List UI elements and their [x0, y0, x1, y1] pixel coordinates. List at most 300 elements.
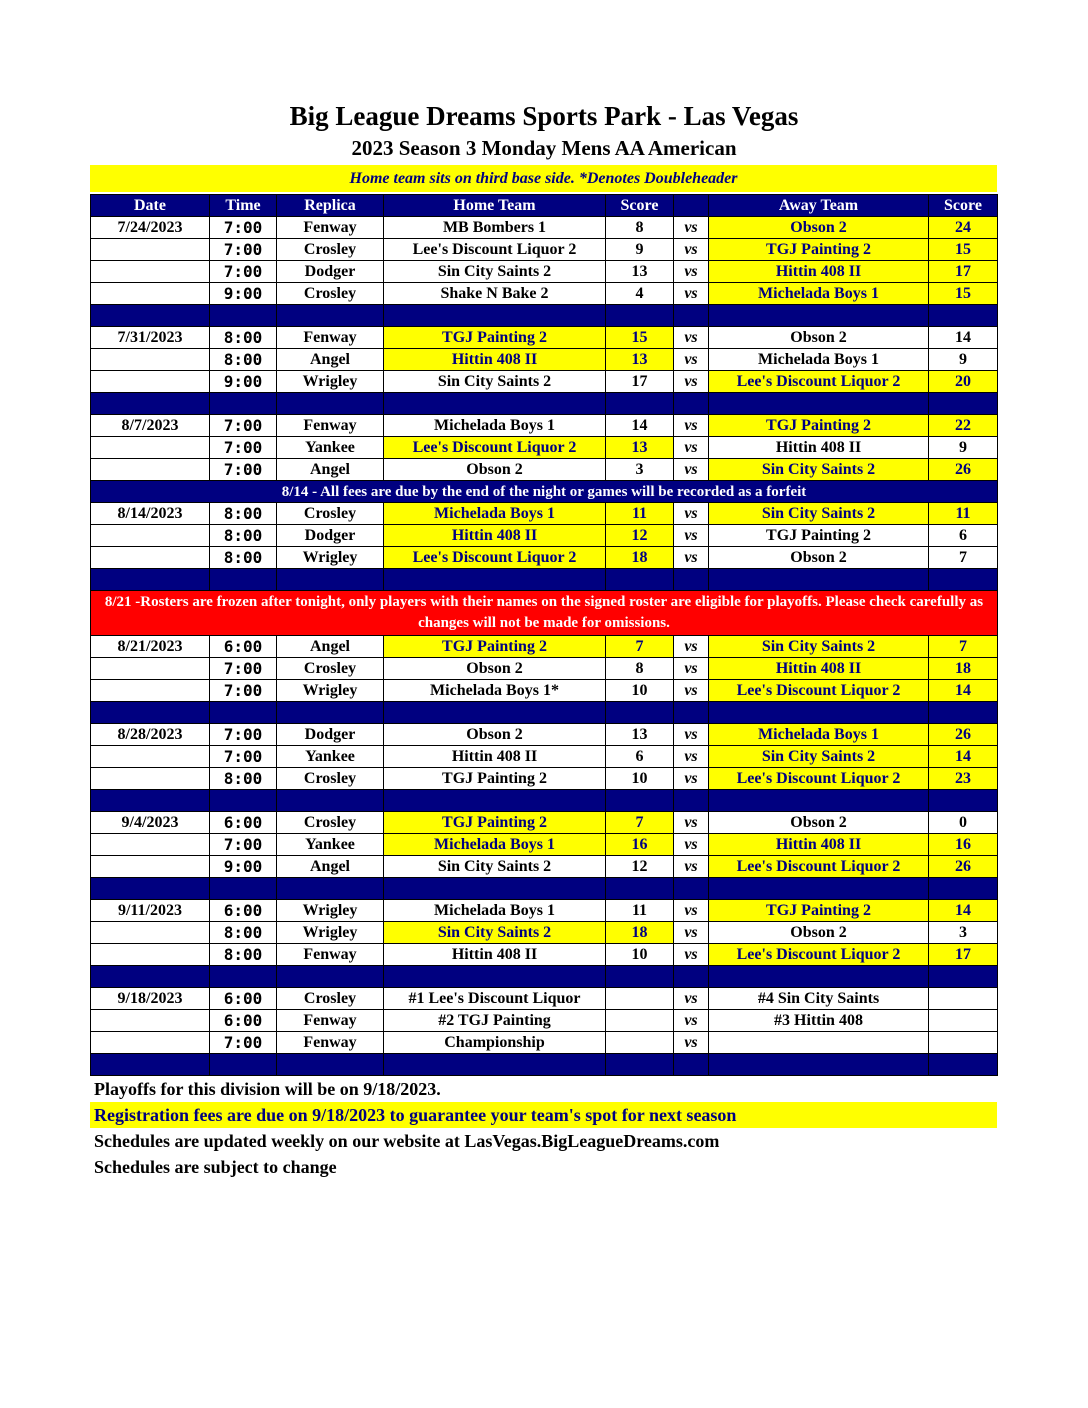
vs-label: vs	[674, 988, 709, 1010]
away-score	[929, 1010, 998, 1032]
header-replica: Replica	[277, 195, 384, 217]
game-time: 7:00	[210, 217, 277, 239]
game-date	[91, 856, 210, 878]
game-replica-field: Wrigley	[277, 900, 384, 922]
game-date	[91, 459, 210, 481]
away-score: 14	[929, 680, 998, 702]
fees-notice-row	[91, 481, 998, 503]
game-replica-field: Yankee	[277, 834, 384, 856]
vs-label: vs	[674, 283, 709, 305]
vs-label: vs	[674, 724, 709, 746]
separator-cell	[277, 393, 384, 415]
home-team: Sin City Saints 2	[384, 922, 606, 944]
game-date	[91, 261, 210, 283]
separator-cell	[606, 569, 674, 591]
vs-label: vs	[674, 922, 709, 944]
away-team: Lee's Discount Liquor 2	[709, 680, 929, 702]
away-score: 16	[929, 834, 998, 856]
separator-cell	[674, 1054, 709, 1076]
away-team: Lee's Discount Liquor 2	[709, 768, 929, 790]
roster-alert-row	[91, 591, 998, 636]
separator-cell	[384, 878, 606, 900]
game-row	[91, 371, 998, 393]
separator-row	[91, 1054, 998, 1076]
away-score: 26	[929, 856, 998, 878]
game-date	[91, 525, 210, 547]
vs-label: vs	[674, 415, 709, 437]
game-time: 8:00	[210, 349, 277, 371]
separator-cell	[674, 966, 709, 988]
game-date	[91, 547, 210, 569]
away-team: Hittin 408 II	[709, 834, 929, 856]
home-team: Michelada Boys 1	[384, 503, 606, 525]
home-team: Obson 2	[384, 724, 606, 746]
away-team: Sin City Saints 2	[709, 636, 929, 658]
vs-label: vs	[674, 768, 709, 790]
separator-row	[91, 569, 998, 591]
game-replica-field: Yankee	[277, 746, 384, 768]
separator-cell	[384, 393, 606, 415]
game-replica-field: Crosley	[277, 988, 384, 1010]
roster-alert: 8/21 -Rosters are frozen after tonight, only players with their names on the signed roster are eligible for playoffs. Please check carefully as changes will not be made for omissions.	[91, 591, 998, 636]
away-team: Hittin 408 II	[709, 658, 929, 680]
away-team: Michelada Boys 1	[709, 283, 929, 305]
game-time: 9:00	[210, 283, 277, 305]
separator-cell	[277, 878, 384, 900]
game-row	[91, 768, 998, 790]
away-score: 26	[929, 724, 998, 746]
game-replica-field: Crosley	[277, 658, 384, 680]
home-score: 14	[606, 415, 674, 437]
game-replica-field: Dodger	[277, 724, 384, 746]
home-score: 18	[606, 922, 674, 944]
game-row	[91, 856, 998, 878]
game-date	[91, 944, 210, 966]
game-time: 7:00	[210, 239, 277, 261]
game-date	[91, 746, 210, 768]
separator-cell	[210, 878, 277, 900]
separator-cell	[674, 702, 709, 724]
away-score: 26	[929, 459, 998, 481]
game-date	[91, 834, 210, 856]
away-team: Sin City Saints 2	[709, 503, 929, 525]
vs-label: vs	[674, 327, 709, 349]
game-row	[91, 437, 998, 459]
away-score: 20	[929, 371, 998, 393]
home-team: Michelada Boys 1	[384, 834, 606, 856]
game-replica-field: Fenway	[277, 217, 384, 239]
vs-label: vs	[674, 217, 709, 239]
away-team: Lee's Discount Liquor 2	[709, 944, 929, 966]
vs-label: vs	[674, 636, 709, 658]
game-time: 8:00	[210, 327, 277, 349]
separator-cell	[91, 966, 210, 988]
header-home-team: Home Team	[384, 195, 606, 217]
home-score: 3	[606, 459, 674, 481]
home-team: Hittin 408 II	[384, 525, 606, 547]
separator-row	[91, 702, 998, 724]
game-date	[91, 768, 210, 790]
game-date: 7/31/2023	[91, 327, 210, 349]
away-team: Hittin 408 II	[709, 261, 929, 283]
game-time: 7:00	[210, 415, 277, 437]
game-replica-field: Fenway	[277, 1032, 384, 1054]
vs-label: vs	[674, 900, 709, 922]
separator-cell	[210, 305, 277, 327]
page-title: Big League Dreams Sports Park - Las Vegas	[289, 101, 799, 131]
separator-cell	[91, 790, 210, 812]
separator-cell	[674, 393, 709, 415]
fees-notice: 8/14 - All fees are due by the end of the night or games will be recorded as a forfeit	[91, 481, 998, 503]
home-team: Michelada Boys 1	[384, 415, 606, 437]
header-row	[91, 195, 998, 217]
separator-cell	[277, 1054, 384, 1076]
game-date	[91, 1032, 210, 1054]
website-note: Schedules are updated weekly on our website at LasVegas.BigLeagueDreams.com	[94, 1131, 720, 1151]
game-time: 6:00	[210, 1010, 277, 1032]
away-score: 14	[929, 746, 998, 768]
game-date: 8/7/2023	[91, 415, 210, 437]
game-replica-field: Yankee	[277, 437, 384, 459]
home-team: Michelada Boys 1	[384, 900, 606, 922]
away-team: TGJ Painting 2	[709, 525, 929, 547]
away-team: TGJ Painting 2	[709, 900, 929, 922]
separator-cell	[606, 878, 674, 900]
vs-label: vs	[674, 437, 709, 459]
game-time: 6:00	[210, 636, 277, 658]
game-row	[91, 988, 998, 1010]
separator-cell	[606, 702, 674, 724]
home-score: 12	[606, 525, 674, 547]
home-team: TGJ Painting 2	[384, 768, 606, 790]
home-team: Sin City Saints 2	[384, 856, 606, 878]
home-score: 13	[606, 724, 674, 746]
game-replica-field: Crosley	[277, 283, 384, 305]
separator-cell	[91, 878, 210, 900]
separator-cell	[384, 569, 606, 591]
away-score: 14	[929, 900, 998, 922]
away-score: 0	[929, 812, 998, 834]
game-date	[91, 922, 210, 944]
away-score: 15	[929, 283, 998, 305]
schedule-table	[90, 194, 998, 1076]
registration-note: Registration fees are due on 9/18/2023 to guarantee your team's spot for next season	[90, 1102, 997, 1128]
separator-cell	[929, 702, 998, 724]
separator-cell	[277, 966, 384, 988]
vs-label: vs	[674, 525, 709, 547]
game-row	[91, 349, 998, 371]
game-replica-field: Dodger	[277, 261, 384, 283]
home-score: 13	[606, 261, 674, 283]
home-team: Michelada Boys 1*	[384, 680, 606, 702]
separator-cell	[210, 1054, 277, 1076]
separator-cell	[210, 393, 277, 415]
game-row	[91, 415, 998, 437]
header-home-score: Score	[606, 195, 674, 217]
separator-cell	[929, 966, 998, 988]
game-date	[91, 239, 210, 261]
vs-label: vs	[674, 261, 709, 283]
separator-cell	[929, 569, 998, 591]
game-date	[91, 658, 210, 680]
separator-cell	[277, 569, 384, 591]
home-team: Lee's Discount Liquor 2	[384, 547, 606, 569]
home-team: Lee's Discount Liquor 2	[384, 437, 606, 459]
home-team: Hittin 408 II	[384, 944, 606, 966]
home-score: 11	[606, 900, 674, 922]
header-time: Time	[210, 195, 277, 217]
away-team: Michelada Boys 1	[709, 724, 929, 746]
vs-label: vs	[674, 812, 709, 834]
separator-cell	[210, 702, 277, 724]
separator-cell	[210, 790, 277, 812]
game-row	[91, 239, 998, 261]
game-time: 8:00	[210, 547, 277, 569]
home-score: 4	[606, 283, 674, 305]
home-team: Sin City Saints 2	[384, 261, 606, 283]
vs-label: vs	[674, 371, 709, 393]
home-team: Sin City Saints 2	[384, 371, 606, 393]
game-date	[91, 437, 210, 459]
home-score: 8	[606, 217, 674, 239]
separator-cell	[606, 393, 674, 415]
separator-cell	[929, 878, 998, 900]
game-date: 9/11/2023	[91, 900, 210, 922]
separator-cell	[606, 305, 674, 327]
home-score: 9	[606, 239, 674, 261]
game-date: 8/21/2023	[91, 636, 210, 658]
home-team: #2 TGJ Painting	[384, 1010, 606, 1032]
separator-cell	[929, 305, 998, 327]
home-score	[606, 988, 674, 1010]
home-score: 10	[606, 768, 674, 790]
playoffs-note: Playoffs for this division will be on 9/18/2023.	[94, 1079, 441, 1099]
separator-cell	[929, 1054, 998, 1076]
game-row	[91, 680, 998, 702]
away-team: Lee's Discount Liquor 2	[709, 856, 929, 878]
game-replica-field: Wrigley	[277, 371, 384, 393]
home-team: Championship	[384, 1032, 606, 1054]
home-team: MB Bombers 1	[384, 217, 606, 239]
home-team: Hittin 408 II	[384, 349, 606, 371]
away-score: 6	[929, 525, 998, 547]
home-score: 15	[606, 327, 674, 349]
separator-cell	[929, 790, 998, 812]
away-score: 14	[929, 327, 998, 349]
vs-label: vs	[674, 1032, 709, 1054]
away-score: 11	[929, 503, 998, 525]
separator-cell	[210, 966, 277, 988]
home-team: Obson 2	[384, 658, 606, 680]
game-row	[91, 525, 998, 547]
page-subtitle: 2023 Season 3 Monday Mens AA American	[351, 136, 737, 160]
separator-cell	[91, 702, 210, 724]
separator-row	[91, 305, 998, 327]
home-score: 17	[606, 371, 674, 393]
game-date: 8/28/2023	[91, 724, 210, 746]
separator-cell	[384, 702, 606, 724]
separator-row	[91, 790, 998, 812]
separator-cell	[210, 569, 277, 591]
game-time: 7:00	[210, 724, 277, 746]
away-team: Obson 2	[709, 327, 929, 349]
game-time: 6:00	[210, 988, 277, 1010]
game-replica-field: Angel	[277, 349, 384, 371]
home-score: 7	[606, 812, 674, 834]
game-date	[91, 371, 210, 393]
game-row	[91, 327, 998, 349]
away-score: 9	[929, 349, 998, 371]
game-replica-field: Fenway	[277, 1010, 384, 1032]
home-score: 12	[606, 856, 674, 878]
header-date: Date	[91, 195, 210, 217]
vs-label: vs	[674, 746, 709, 768]
home-team: #1 Lee's Discount Liquor	[384, 988, 606, 1010]
header-vs	[674, 195, 709, 217]
game-time: 7:00	[210, 437, 277, 459]
vs-label: vs	[674, 856, 709, 878]
game-time: 6:00	[210, 812, 277, 834]
home-team: TGJ Painting 2	[384, 636, 606, 658]
game-replica-field: Crosley	[277, 812, 384, 834]
away-team: #3 Hittin 408	[709, 1010, 929, 1032]
game-date	[91, 680, 210, 702]
away-team: Obson 2	[709, 922, 929, 944]
separator-cell	[606, 790, 674, 812]
away-score: 3	[929, 922, 998, 944]
vs-label: vs	[674, 944, 709, 966]
game-date: 9/18/2023	[91, 988, 210, 1010]
away-score: 17	[929, 261, 998, 283]
separator-cell	[929, 393, 998, 415]
away-team: Obson 2	[709, 547, 929, 569]
game-replica-field: Angel	[277, 459, 384, 481]
away-team: Obson 2	[709, 812, 929, 834]
vs-label: vs	[674, 349, 709, 371]
game-replica-field: Wrigley	[277, 547, 384, 569]
separator-cell	[384, 966, 606, 988]
vs-label: vs	[674, 834, 709, 856]
home-score: 10	[606, 680, 674, 702]
away-team: TGJ Painting 2	[709, 415, 929, 437]
game-row	[91, 1032, 998, 1054]
vs-label: vs	[674, 547, 709, 569]
game-time: 8:00	[210, 768, 277, 790]
home-score: 18	[606, 547, 674, 569]
game-row	[91, 724, 998, 746]
game-replica-field: Fenway	[277, 944, 384, 966]
game-time: 8:00	[210, 944, 277, 966]
game-time: 8:00	[210, 922, 277, 944]
home-team-notice: Home team sits on third base side. *Denotes Doubleheader	[90, 165, 997, 192]
game-replica-field: Crosley	[277, 503, 384, 525]
away-score: 24	[929, 217, 998, 239]
game-time: 8:00	[210, 503, 277, 525]
game-replica-field: Dodger	[277, 525, 384, 547]
header-away-score: Score	[929, 195, 998, 217]
away-team: TGJ Painting 2	[709, 239, 929, 261]
separator-cell	[709, 305, 929, 327]
vs-label: vs	[674, 658, 709, 680]
game-replica-field: Angel	[277, 636, 384, 658]
away-score: 9	[929, 437, 998, 459]
away-score: 18	[929, 658, 998, 680]
game-row	[91, 658, 998, 680]
separator-cell	[674, 878, 709, 900]
vs-label: vs	[674, 680, 709, 702]
home-team: Hittin 408 II	[384, 746, 606, 768]
vs-label: vs	[674, 239, 709, 261]
game-replica-field: Fenway	[277, 327, 384, 349]
game-time: 8:00	[210, 525, 277, 547]
home-team: Obson 2	[384, 459, 606, 481]
home-team: TGJ Painting 2	[384, 327, 606, 349]
game-row	[91, 812, 998, 834]
away-score: 22	[929, 415, 998, 437]
game-time: 7:00	[210, 261, 277, 283]
game-row	[91, 459, 998, 481]
separator-cell	[606, 1054, 674, 1076]
away-score: 17	[929, 944, 998, 966]
separator-cell	[91, 1054, 210, 1076]
away-team: #4 Sin City Saints	[709, 988, 929, 1010]
game-time: 9:00	[210, 371, 277, 393]
vs-label: vs	[674, 503, 709, 525]
header-away-team: Away Team	[709, 195, 929, 217]
away-score	[929, 1032, 998, 1054]
separator-cell	[277, 702, 384, 724]
home-score: 6	[606, 746, 674, 768]
separator-cell	[384, 305, 606, 327]
away-score	[929, 988, 998, 1010]
home-score: 8	[606, 658, 674, 680]
game-date: 8/14/2023	[91, 503, 210, 525]
away-team: Sin City Saints 2	[709, 459, 929, 481]
away-score: 7	[929, 547, 998, 569]
game-row	[91, 944, 998, 966]
game-row	[91, 261, 998, 283]
game-row	[91, 283, 998, 305]
game-row	[91, 503, 998, 525]
away-team	[709, 1032, 929, 1054]
game-replica-field: Angel	[277, 856, 384, 878]
separator-cell	[709, 569, 929, 591]
game-time: 7:00	[210, 658, 277, 680]
separator-cell	[91, 569, 210, 591]
game-row	[91, 922, 998, 944]
separator-cell	[606, 966, 674, 988]
away-team: Hittin 408 II	[709, 437, 929, 459]
separator-cell	[709, 702, 929, 724]
vs-label: vs	[674, 459, 709, 481]
away-team: Michelada Boys 1	[709, 349, 929, 371]
home-team: TGJ Painting 2	[384, 812, 606, 834]
home-score: 10	[606, 944, 674, 966]
subject-to-change-note: Schedules are subject to change	[94, 1157, 337, 1177]
game-replica-field: Wrigley	[277, 922, 384, 944]
game-row	[91, 217, 998, 239]
game-date: 9/4/2023	[91, 812, 210, 834]
game-replica-field: Crosley	[277, 768, 384, 790]
home-score	[606, 1032, 674, 1054]
away-team: Sin City Saints 2	[709, 746, 929, 768]
away-score: 15	[929, 239, 998, 261]
away-score: 23	[929, 768, 998, 790]
game-replica-field: Fenway	[277, 415, 384, 437]
game-time: 9:00	[210, 856, 277, 878]
game-date	[91, 283, 210, 305]
separator-cell	[91, 305, 210, 327]
